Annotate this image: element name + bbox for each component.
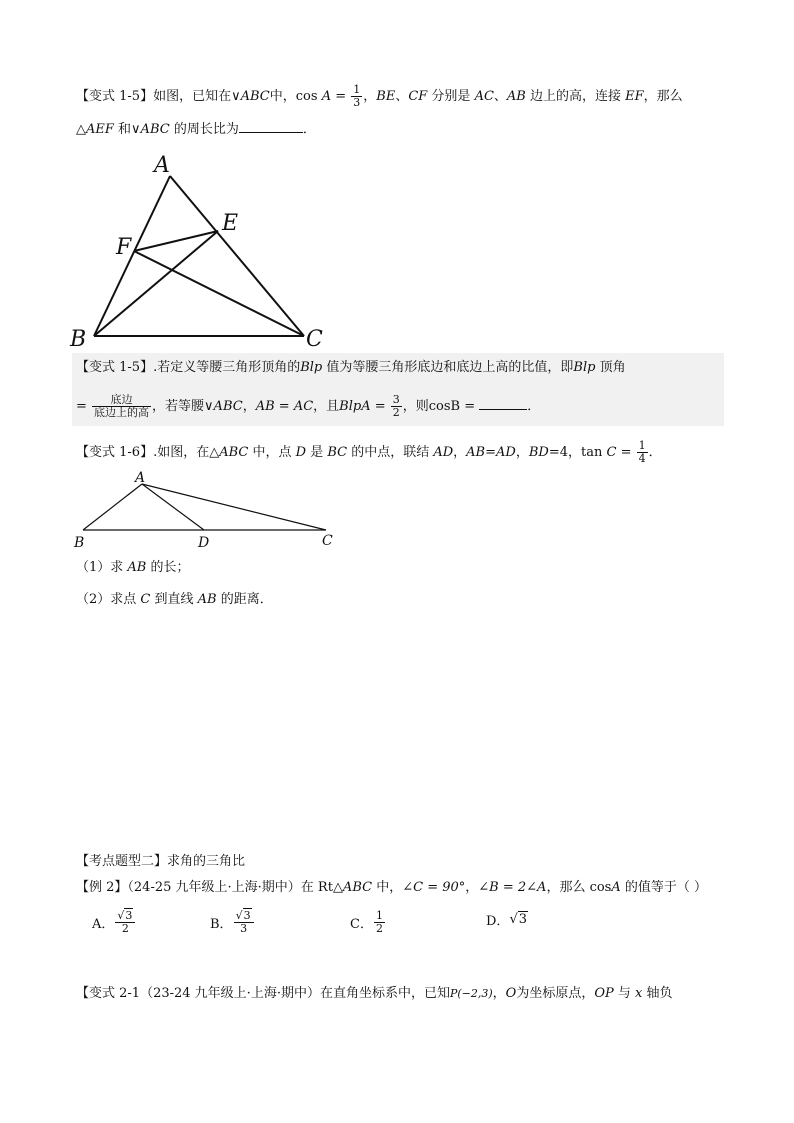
fraction-sqrt3-over-2: $\frac{√3}{2}$ (115, 910, 135, 935)
sqrt-3: √3 (509, 912, 528, 927)
vertex-label-B: B (74, 535, 85, 551)
segment-AB (94, 176, 170, 336)
vertex-label-E: E (222, 211, 239, 236)
triangle-figure-2 (70, 468, 350, 552)
question-1-5a-line2: △AEF 和∨ABC 的周长比为 ． (76, 122, 316, 137)
answer-blank[interactable] (239, 131, 303, 133)
question-1-5a-line1: 【变式 1-5】如图，已知在∨ABC中，cos A = $\frac{1}{3}$ ，BE、CF 分别是 AC、AB 边上的高，连接 EF，那么 (76, 83, 683, 109)
fraction-three-halves: $\frac{3}{2}$ (392, 393, 400, 419)
choice-A[interactable]: A． $\frac{√3}{2}$ (92, 910, 136, 935)
fraction-one-fourth: $\frac{1}{4}$ (638, 439, 646, 465)
fraction-base-over-height: $\frac{\text{底边}}{\text{底边上的高}}$ (94, 393, 150, 419)
answer-blank[interactable] (479, 408, 527, 410)
question-1-5b-line1: 【变式 1-5】.若定义等腰三角形顶角的Blp 值为等腰三角形底边和底边上高的比值，即Blp 顶角 (76, 360, 626, 375)
segment-AB (83, 484, 142, 530)
vertex-label-C: C (306, 327, 323, 350)
question-1-5b-line2: = $\frac{\text{底边}}{\text{底边上的高}}$ ，若等腰∨ABC，AB = AC，且BlpA = $\frac{3}{2}$ ，则cosB = ． (76, 393, 541, 419)
question-1-6-part-1: （1）求 AB 的长； (76, 560, 190, 575)
segment-AC (142, 484, 326, 530)
vertex-label-A: A (135, 470, 146, 486)
vertex-label-B: B (70, 327, 87, 350)
choice-C[interactable]: C． $\frac{1}{2}$ (350, 909, 383, 935)
question-1-6-line1: 【变式 1-6】.如图，在△ABC 中，点 D 是 BC 的中点，联结 AD，AB=AD，BD=4，tan C = $\frac{1}{4}$ ． (76, 439, 662, 465)
section-heading: 【考点题型二】求角的三角比 (76, 854, 246, 869)
triangle-figure-1 (66, 150, 336, 350)
vertex-label-C: C (322, 533, 333, 549)
segment-CF (134, 251, 304, 336)
example-2-stem: 【例 2】（24-25 九年级上·上海·期中）在 Rt△ABC 中，∠C = 90°，∠B = 2∠A，那么 cosA 的值等于（ ） (76, 880, 708, 895)
question-1-6-part-2: （2）求点 C 到直线 AB 的距离． (76, 592, 273, 607)
fraction-one-half: $\frac{1}{2}$ (375, 909, 383, 935)
choice-D[interactable]: D． √3 (486, 912, 528, 929)
fraction-one-third: $\frac{1}{3}$ (353, 83, 361, 109)
vertex-label-D: D (198, 535, 210, 551)
choice-B[interactable]: B． $\frac{√3}{3}$ (210, 910, 255, 935)
segment-AC (170, 176, 304, 336)
question-2-1-stem: 【变式 2-1（23-24 九年级上·上海·期中）在直角坐标系中，已知P(−2,3)，O为坐标原点，OP 与 x 轴负 (76, 986, 673, 1001)
vertex-label-A: A (154, 153, 170, 178)
segment-AD (142, 484, 204, 530)
vertex-label-F: F (116, 235, 132, 260)
fraction-sqrt3-over-3: $\frac{√3}{3}$ (234, 910, 254, 935)
